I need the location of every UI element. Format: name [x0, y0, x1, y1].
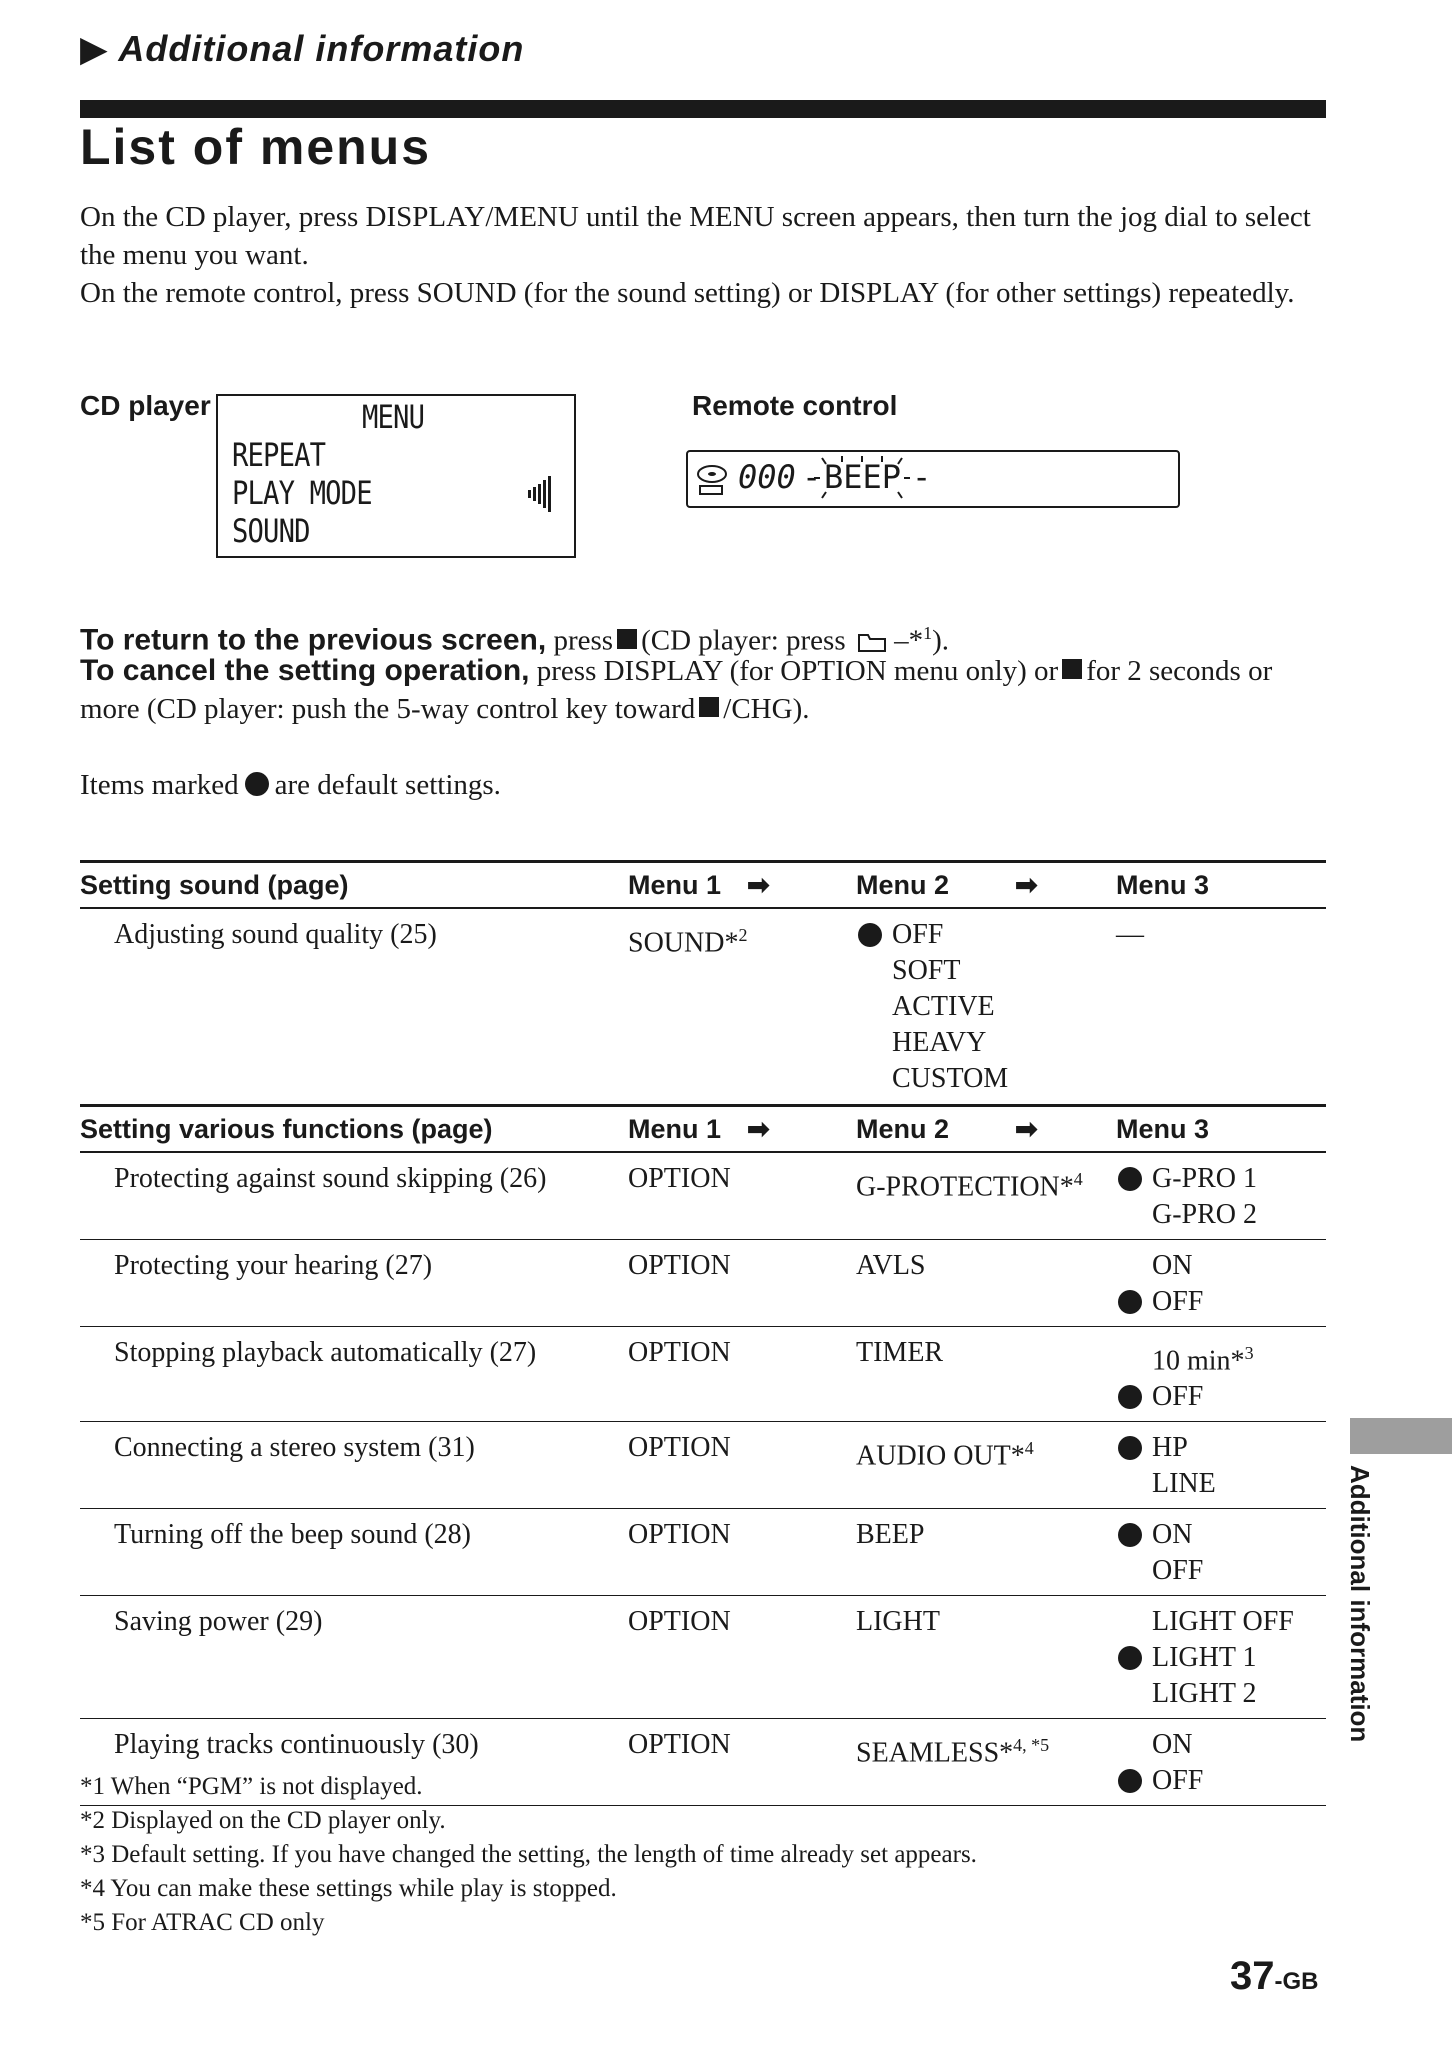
- row-menu2-text: G-PROTECTION*: [856, 1171, 1074, 1203]
- sound-header-setting: Setting sound (page): [80, 862, 628, 909]
- row-menu2-sup: 4, *5: [1013, 1735, 1050, 1756]
- cancel-note-text-c: /CHG).: [723, 693, 810, 725]
- disc-icon: [696, 462, 730, 496]
- option-label: OFF: [892, 919, 944, 950]
- function-header-menu3: Menu 3: [1116, 1106, 1326, 1153]
- row-menu1-sup: 2: [738, 925, 748, 945]
- page-title: List of menus: [80, 119, 432, 175]
- sound-settings-table: [80, 860, 1326, 1103]
- row-menu2-sup: 4: [1024, 1438, 1034, 1459]
- table-row: [80, 1327, 1326, 1422]
- option-item: [1116, 1640, 1326, 1676]
- intro-paragraph-2: On the remote control, press SOUND (for the sound setting) or DISPLAY (for other settings) repeatedly.: [80, 277, 1295, 309]
- table-row: [80, 1422, 1326, 1509]
- row-description: Playing tracks continuously (30): [80, 1719, 628, 1806]
- row-menu2: [856, 908, 1116, 1103]
- row-menu1: [628, 908, 856, 1103]
- option-label: G-PRO 1: [1152, 1163, 1258, 1194]
- option-label: ON: [1152, 1519, 1193, 1551]
- function-header-menu1-label: Menu 1: [628, 1113, 722, 1144]
- sound-table-header: [80, 862, 1326, 909]
- cd-player-display: [216, 394, 576, 558]
- option-item: [1116, 1379, 1326, 1415]
- stop-icon: [1062, 659, 1082, 679]
- sound-header-menu2-label: Menu 2: [856, 869, 950, 900]
- option-item: ACTIVE: [892, 991, 995, 1022]
- default-bullet-icon: [1118, 1523, 1142, 1547]
- return-note-text-c: –*: [894, 624, 924, 657]
- row-menu1: OPTION: [628, 1422, 856, 1509]
- footnote-2: *2 Displayed on the CD player only.: [80, 1807, 446, 1834]
- function-header-setting: Setting various functions (page): [80, 1106, 628, 1153]
- row-menu3: [1116, 1422, 1326, 1509]
- row-menu2: TIMER: [856, 1327, 1116, 1422]
- cancel-note-text-b: for 2 seconds or more (CD player: push the 5-way control key toward: [80, 655, 1273, 725]
- page-number-suffix: -GB: [1274, 1968, 1319, 1995]
- intro-paragraph-1: On the CD player, press DISPLAY/MENU until the MENU screen appears, then turn the jog dial to select the menu you want.: [80, 201, 1311, 271]
- default-note-text-a: Items marked: [80, 769, 239, 801]
- option-item: G-PRO 2: [1152, 1199, 1258, 1230]
- arrow-right-icon: ➡: [1015, 869, 1038, 900]
- cancel-note-lead: To cancel the setting operation,: [80, 654, 530, 687]
- option-sup: 3: [1244, 1343, 1254, 1363]
- row-menu1-text: SOUND*: [628, 927, 739, 959]
- return-note-lead: To return to the previous screen,: [80, 623, 547, 657]
- row-menu1: OPTION: [628, 1509, 856, 1596]
- table-row: [80, 1509, 1326, 1596]
- cd-player-label: CD player: [80, 390, 211, 421]
- play-triangle-icon: ▶: [80, 28, 119, 69]
- row-menu3: [1116, 1327, 1326, 1422]
- option-label: HP: [1152, 1432, 1188, 1464]
- remote-counter: 000: [738, 458, 796, 496]
- cd-display-line-repeat: REPEAT: [232, 436, 326, 474]
- option-item: LIGHT OFF: [1152, 1606, 1294, 1638]
- row-description: Connecting a stereo system (31): [80, 1422, 628, 1509]
- return-note-text-b: (CD player: press: [641, 624, 846, 657]
- option-item: ON: [1152, 1250, 1193, 1281]
- footnote-5: *5 For ATRAC CD only: [80, 1909, 325, 1936]
- default-bullet-icon: [858, 923, 882, 947]
- row-menu3: [1116, 1596, 1326, 1719]
- row-description: Stopping playback automatically (27): [80, 1327, 628, 1422]
- cancel-note-text-a: press DISPLAY (for OPTION menu only) or: [536, 655, 1059, 687]
- row-menu2: AVLS: [856, 1240, 1116, 1327]
- option-label: OFF: [1152, 1381, 1204, 1413]
- side-tab-text: Additional information: [1345, 1465, 1375, 1743]
- arrow-right-icon: ➡: [747, 1113, 770, 1144]
- option-item: ON: [1152, 1729, 1193, 1761]
- default-bullet-icon: [1118, 1646, 1142, 1670]
- cd-display-line-play-mode: PLAY MODE: [232, 474, 372, 512]
- option-item: [1116, 1430, 1326, 1466]
- row-description: Protecting your hearing (27): [80, 1240, 628, 1327]
- option-item: [856, 917, 1116, 953]
- cd-display-line-menu: MENU: [362, 398, 425, 436]
- row-menu2: [856, 1422, 1116, 1509]
- function-settings-table: [80, 1104, 1326, 1806]
- option-item: LIGHT 2: [1152, 1678, 1257, 1710]
- option-item: [1116, 1517, 1326, 1553]
- table-row: [80, 1240, 1326, 1327]
- stop-icon: [617, 629, 637, 649]
- remote-separator-2: -: [912, 458, 932, 496]
- row-menu2-text: AUDIO OUT*: [856, 1440, 1025, 1472]
- row-menu3: [1116, 1719, 1326, 1806]
- stop-icon: [699, 697, 719, 717]
- row-description: Protecting against sound skipping (26): [80, 1152, 628, 1240]
- table-row: [80, 908, 1326, 1103]
- function-header-menu1: [628, 1106, 856, 1153]
- footnotes: [80, 1770, 977, 1940]
- option-item: HEAVY: [892, 1027, 987, 1058]
- option-label: OFF: [1152, 1765, 1204, 1797]
- function-table-header: [80, 1106, 1326, 1153]
- arrow-right-icon: ➡: [1015, 1113, 1038, 1144]
- row-menu2-sup: 4: [1073, 1169, 1083, 1189]
- default-bullet-icon: [1118, 1167, 1142, 1191]
- scroll-indicator-icon: [528, 476, 558, 512]
- return-note-text-a: press: [553, 624, 614, 657]
- option-item: LINE: [1152, 1468, 1216, 1500]
- option-item: OFF: [1152, 1555, 1204, 1587]
- function-header-menu2: [856, 1106, 1116, 1153]
- row-menu1: OPTION: [628, 1240, 856, 1327]
- remote-control-label: Remote control: [692, 390, 898, 421]
- default-bullet-icon: [1118, 1769, 1142, 1793]
- option-item: [1116, 1161, 1326, 1197]
- row-description: Turning off the beep sound (28): [80, 1509, 628, 1596]
- row-description: Adjusting sound quality (25): [114, 919, 437, 950]
- option-label: OFF: [1152, 1286, 1204, 1317]
- page-number-value: 37: [1230, 1954, 1275, 1998]
- default-bullet-icon: [245, 772, 269, 796]
- side-tab-label: [1344, 1465, 1384, 1755]
- side-tab-marker: [1350, 1418, 1452, 1454]
- sound-header-menu1: [628, 862, 856, 909]
- row-menu2: [856, 1152, 1116, 1240]
- remote-separator: -: [802, 458, 822, 496]
- header-rule: [80, 100, 1326, 118]
- row-menu3: [1116, 1240, 1326, 1327]
- function-header-menu2-label: Menu 2: [856, 1113, 950, 1144]
- return-note-text-d: ).: [932, 624, 950, 657]
- row-menu1: OPTION: [628, 1152, 856, 1240]
- default-note-text-b: are default settings.: [274, 769, 501, 801]
- remote-control-display: [686, 450, 1180, 508]
- row-menu2: LIGHT: [856, 1596, 1116, 1719]
- intro-text: [80, 198, 1330, 312]
- footnote-3: *3 Default setting. If you have changed the setting, the length of time already set appears.: [80, 1841, 977, 1868]
- folder-icon: [857, 631, 887, 653]
- cancel-note: [80, 652, 1330, 728]
- section-label: [80, 28, 524, 70]
- row-menu2: BEEP: [856, 1509, 1116, 1596]
- footnote-4: *4 You can make these settings while play is stopped.: [80, 1875, 617, 1902]
- section-label-text: Additional information: [118, 28, 525, 69]
- remote-beep-text: BEEP: [824, 458, 902, 496]
- sound-header-menu3: Menu 3: [1116, 862, 1326, 909]
- footnote-1: *1 When “PGM” is not displayed.: [80, 1773, 423, 1800]
- option-item: SOFT: [892, 955, 961, 986]
- table-row: [80, 1596, 1326, 1719]
- row-menu3: [1116, 1509, 1326, 1596]
- option-label: 10 min*: [1152, 1345, 1245, 1377]
- row-menu1: OPTION: [628, 1719, 856, 1806]
- option-label: LIGHT 1: [1152, 1642, 1257, 1674]
- row-menu3: [1116, 1152, 1326, 1240]
- table-row: [80, 1152, 1326, 1240]
- page-number: [1230, 1954, 1319, 1999]
- row-description: Saving power (29): [80, 1596, 628, 1719]
- option-item: [1116, 1284, 1326, 1320]
- sound-header-menu1-label: Menu 1: [628, 869, 722, 900]
- row-menu1: OPTION: [628, 1596, 856, 1719]
- row-menu3: —: [1116, 919, 1144, 950]
- default-bullet-icon: [1118, 1436, 1142, 1460]
- option-item: CUSTOM: [892, 1063, 1009, 1094]
- default-bullet-icon: [1118, 1385, 1142, 1409]
- cd-display-line-sound: SOUND: [232, 512, 310, 550]
- sound-header-menu2: [856, 862, 1116, 909]
- row-menu1: OPTION: [628, 1327, 856, 1422]
- option-item: [1116, 1763, 1326, 1799]
- option-item: [1116, 1335, 1326, 1379]
- row-menu2-text: SEAMLESS*: [856, 1737, 1014, 1769]
- default-bullet-icon: [1118, 1290, 1142, 1314]
- return-note-sup: 1: [923, 623, 933, 643]
- arrow-right-icon: ➡: [747, 869, 770, 900]
- default-note: [80, 766, 1330, 804]
